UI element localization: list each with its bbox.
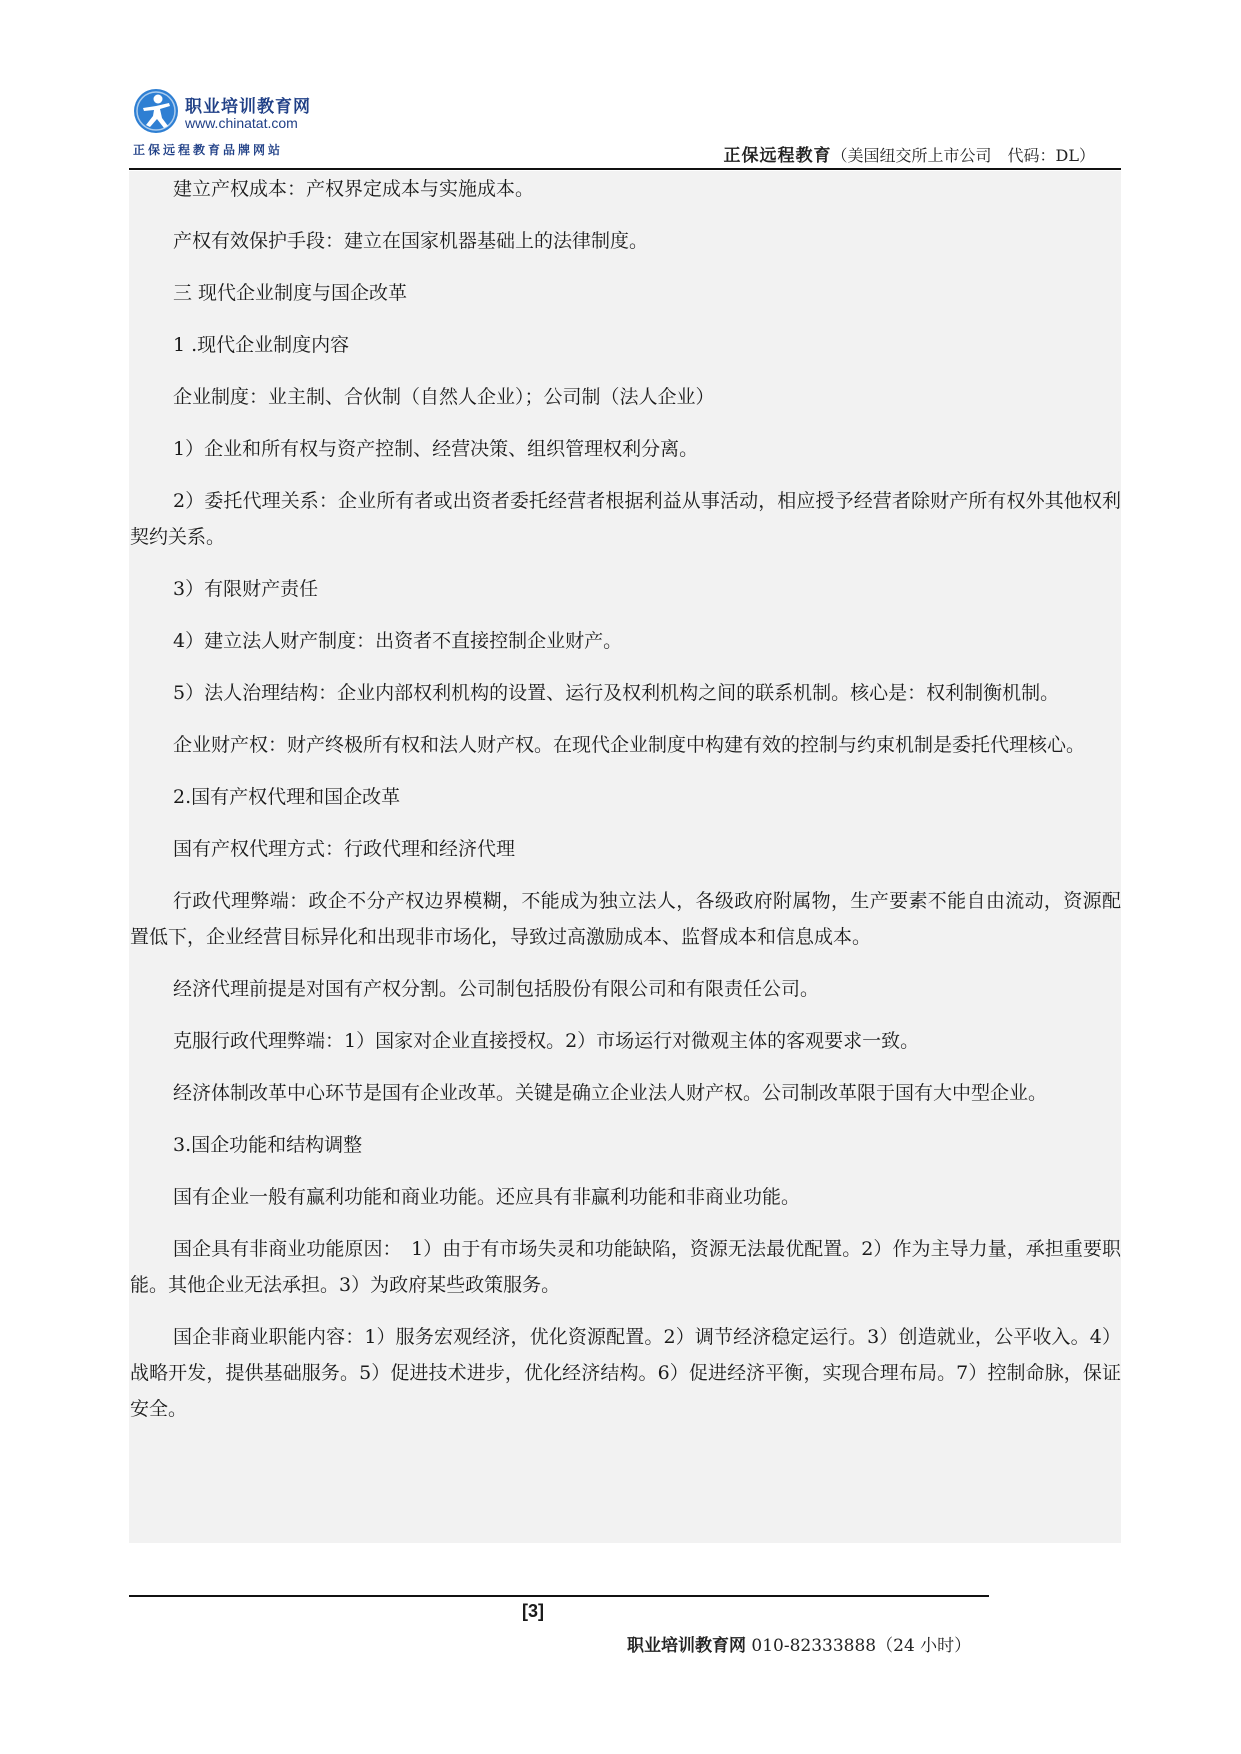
paragraph: 4）建立法人财产制度：出资者不直接控制企业财产。 <box>173 630 623 652</box>
paragraph: 2）委托代理关系：企业所有者或出资者委托经营者根据利益从事活动，相应授予经营者除财产所有权外其他权利契约关系。 <box>130 490 1121 548</box>
header-brand-note: （美国纽交所上市公司 代码：DL） <box>831 146 1095 165</box>
paragraph: 产权有效保护手段：建立在国家机器基础上的法律制度。 <box>173 230 649 252</box>
document-body <box>129 171 1121 1543</box>
paragraph: 1）企业和所有权与资产控制、经营决策、组织管理权利分离。 <box>173 438 699 460</box>
paragraph: 5）法人治理结构：企业内部权利机构的设置、运行及权利机构之间的联系机制。核心是：权利制衡机制。 <box>173 682 1060 704</box>
footer-divider <box>129 1595 989 1597</box>
paragraph: 行政代理弊端：政企不分产权边界模糊，不能成为独立法人，各级政府附属物，生产要素不能自由流动，资源配置低下，企业经营目标异化和出现非市场化，导致过高激励成本、监督成本和信息成本。 <box>130 890 1121 948</box>
page-number: [3] <box>522 1601 544 1621</box>
paragraph: 3）有限财产责任 <box>173 578 319 600</box>
paragraph: 国有企业一般有赢利功能和商业功能。还应具有非赢利功能和非商业功能。 <box>173 1186 801 1208</box>
logo-slogan: 正保远程教育品牌网站 <box>133 143 284 157</box>
logo-url: www.chinatat.com <box>185 115 298 131</box>
paragraph: 企业制度：业主制、合伙制（自然人企业）；公司制（法人企业） <box>173 386 715 408</box>
section-heading: 三 现代企业制度与国企改革 <box>173 282 408 304</box>
paragraph: 经济体制改革中心环节是国有企业改革。关键是确立企业法人财产权。公司制改革限于国有大中型企业。 <box>173 1082 1048 1104</box>
paragraph: 国企非商业职能内容：1）服务宏观经济，优化资源配置。2）调节经济稳定运行。3）创造就业，公平收入。4）战略开发，提供基础服务。5）促进技术进步，优化经济结构。6）促进经济平衡，实现合理布局。7）控制命脉，保证安全。 <box>130 1326 1121 1420</box>
footer-brand: 职业培训教育网 <box>627 1636 746 1656</box>
footer-phone: 010-82333888（24 小时） <box>746 1636 972 1656</box>
paragraph: 克服行政代理弊端：1）国家对企业直接授权。2）市场运行对微观主体的客观要求一致。 <box>173 1030 920 1052</box>
paragraph: 国企具有非商业功能原因： 1）由于有市场失灵和功能缺陷，资源无法最优配置。2）作为主导力量，承担重要职能。其他企业无法承担。3）为政府某些政策服务。 <box>130 1238 1121 1296</box>
paragraph: 企业财产权：财产终极所有权和法人财产权。在现代企业制度中构建有效的控制与约束机制是委托代理核心。 <box>173 734 1086 756</box>
page-header <box>129 86 1121 170</box>
site-logo[interactable] <box>129 86 329 162</box>
header-company-info <box>724 141 1095 166</box>
logo-name: 职业培训教育网 <box>185 97 311 117</box>
subsection-heading: 1 .现代企业制度内容 <box>173 334 350 356</box>
paragraph: 建立产权成本：产权界定成本与实施成本。 <box>173 178 535 200</box>
paragraph: 经济代理前提是对国有产权分割。公司制包括股份有限公司和有限责任公司。 <box>173 978 820 1000</box>
subsection-heading: 3.国企功能和结构调整 <box>173 1134 363 1156</box>
header-divider <box>129 168 1121 170</box>
subsection-heading: 2.国有产权代理和国企改革 <box>173 786 401 808</box>
paragraph: 国有产权代理方式：行政代理和经济代理 <box>173 838 516 860</box>
person-logo-icon <box>133 88 179 134</box>
header-brand: 正保远程教育 <box>723 146 832 166</box>
footer-contact <box>627 1631 971 1656</box>
